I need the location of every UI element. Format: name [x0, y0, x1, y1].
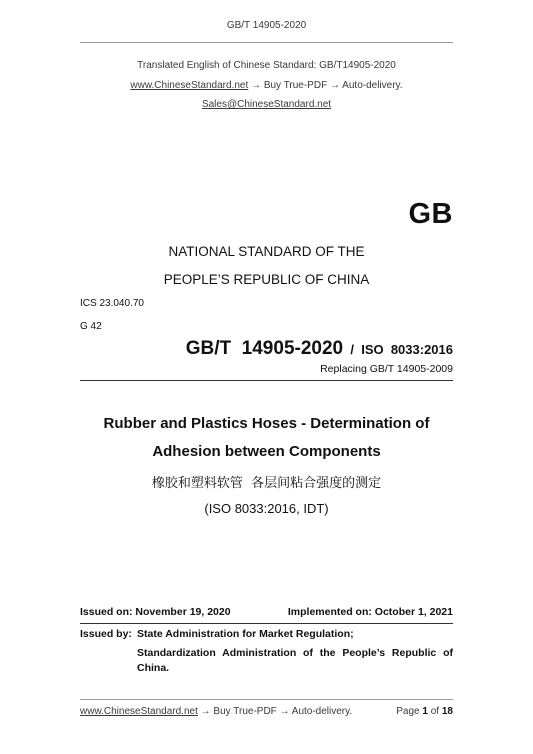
issuer-second: Standardization Administration of the People’s Republic of China. [137, 647, 453, 674]
national-line-1: NATIONAL STANDARD OF THE [168, 244, 365, 259]
standard-rule [80, 380, 453, 381]
gb-logo: GB [408, 198, 453, 230]
site-link[interactable]: www.ChineseStandard.net [130, 80, 249, 91]
intro-line: Translated English of Chinese Standard: GB/T14905-2020 [137, 60, 396, 71]
standard-number: GB/T 14905-2020 [185, 338, 344, 359]
issuer-first: State Administration for Market Regulation; [137, 628, 354, 640]
standard-number-row [186, 338, 453, 360]
issued-date: Issued on: November 19, 2020 [80, 606, 231, 618]
national-line-2: PEOPLE’S REPUBLIC OF CHINA [163, 272, 370, 287]
implemented-date: Implemented on: October 1, 2021 [287, 606, 453, 618]
footer-links [80, 706, 352, 717]
page-indicator [396, 706, 453, 717]
iso-number: ISO 8033:2016 [361, 342, 453, 357]
intro-email-row [0, 99, 533, 110]
title-zh: 橡胶和塑料软管 各层间粘合强度的测定 [151, 476, 382, 491]
page-total: 18 [441, 706, 453, 717]
page-number: 1 [422, 706, 428, 717]
dates-rule [80, 623, 453, 624]
footer-site-link[interactable]: www.ChineseStandard.net [80, 706, 198, 717]
title-en-line-1: Rubber and Plastics Hoses - Determination of [103, 415, 430, 432]
email-link[interactable]: Sales@ChineseStandard.net [201, 99, 332, 110]
buy-text: → Buy True-PDF → Auto-delivery. [251, 80, 403, 91]
header-doc-id: GB/T 14905-2020 [226, 20, 307, 31]
header-rule [80, 42, 453, 43]
issued-by-label: Issued by: [80, 628, 132, 640]
title-en-line-2: Adhesion between Components [152, 443, 381, 460]
footer-rule [80, 699, 453, 700]
page-label: Page [396, 706, 420, 717]
standard-separator: / [350, 342, 354, 357]
replacing-text: Replacing GB/T 14905-2009 [320, 363, 453, 375]
of-label: of [430, 706, 440, 717]
intro-links [0, 80, 533, 91]
equivalence: (ISO 8033:2016, IDT) [204, 501, 329, 516]
ics-code: ICS 23.040.70 [80, 298, 144, 309]
footer-buy-text: → Buy True-PDF → Auto-delivery. [200, 706, 353, 717]
ccs-code: G 42 [80, 321, 102, 332]
